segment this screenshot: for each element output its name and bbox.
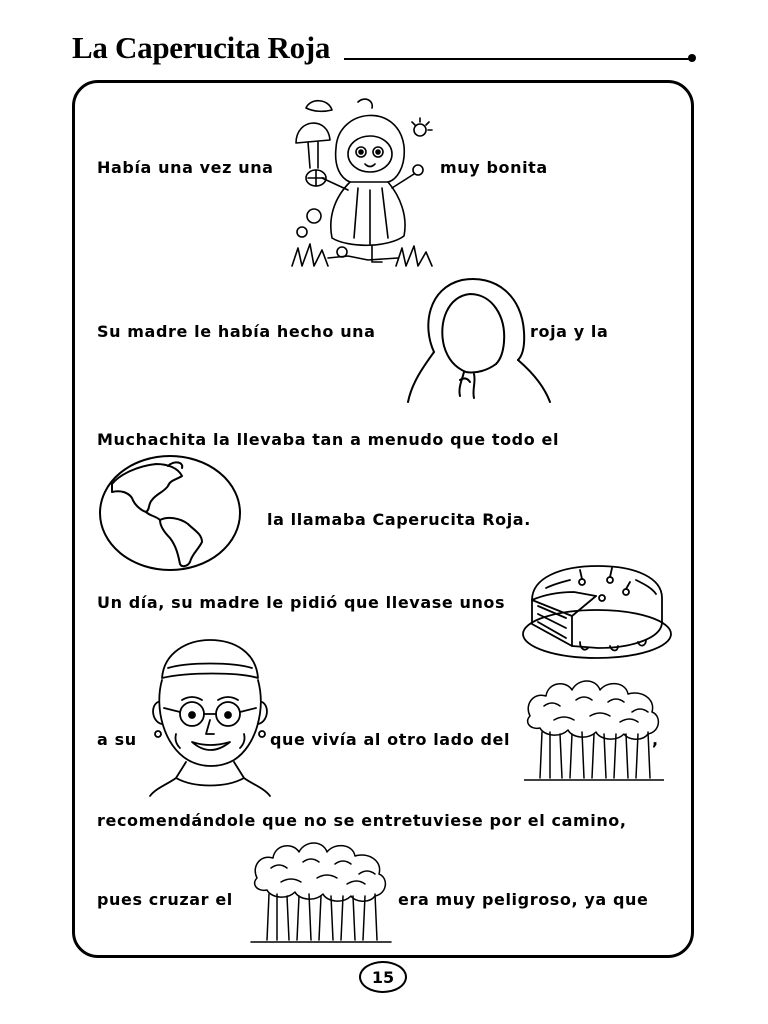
story-line-4: la llamaba Caperucita Roja. bbox=[267, 510, 531, 529]
title-underline bbox=[344, 58, 690, 60]
story-line-6c: , bbox=[652, 730, 659, 749]
story-line-2b: roja y la bbox=[530, 322, 609, 341]
story-line-2a: Su madre le había hecho una bbox=[97, 322, 376, 341]
story-line-7: recomendándole que no se entretuviese por el camino, bbox=[97, 811, 627, 830]
story-line-3: Muchachita la llevaba tan a menudo que todo el bbox=[97, 430, 560, 449]
cake-icon bbox=[520, 558, 674, 662]
story-line-1b: muy bonita bbox=[440, 158, 548, 177]
title-underline-dot bbox=[688, 54, 696, 62]
page-number: 15 bbox=[359, 961, 407, 993]
page-title: La Caperucita Roja bbox=[72, 30, 331, 65]
little-red-riding-hood-icon bbox=[288, 98, 436, 268]
story-line-6b: que vivía al otro lado del bbox=[270, 730, 511, 749]
grandmother-icon bbox=[148, 638, 272, 798]
globe-icon bbox=[98, 454, 242, 572]
forest-icon bbox=[250, 838, 392, 944]
story-line-6a: a su bbox=[97, 730, 137, 749]
story-line-8a: pues cruzar el bbox=[97, 890, 233, 909]
forest-icon bbox=[524, 676, 664, 782]
story-line-1a: Había una vez una bbox=[97, 158, 274, 177]
story-line-5: Un día, su madre le pidió que llevase unos bbox=[97, 593, 506, 612]
story-line-8b: era muy peligroso, ya que bbox=[398, 890, 649, 909]
hood-cape-icon bbox=[404, 276, 554, 406]
